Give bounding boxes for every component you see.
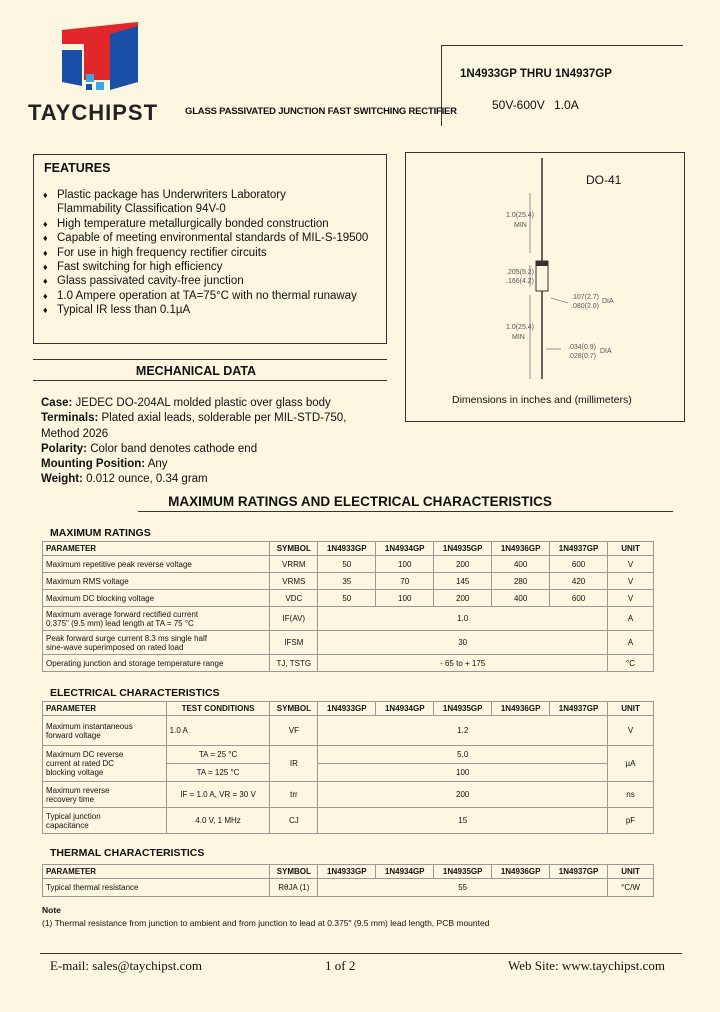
table-row	[43, 607, 654, 631]
table-cell: 145	[434, 573, 492, 590]
table-cell: 35	[318, 573, 376, 590]
cell-text-line: Peak forward surge current 8.3 ms single half	[46, 633, 207, 643]
col-header: 1N4934GP	[376, 542, 434, 556]
feature-item: ♦ Glass passivated cavity-free junction	[43, 274, 368, 288]
cell-text-line: Maximum reverse	[46, 785, 110, 795]
footer-website[interactable]: Web Site: www.taychipst.com	[508, 958, 665, 973]
table-cell: A	[608, 607, 654, 631]
dim-body-2: .166(4.2)	[506, 278, 535, 285]
table-cell: 4.0 V, 1 MHz	[166, 808, 270, 834]
table-cell: UNIT	[608, 865, 654, 879]
voltage-current-rating: 50V-600V 1.0A	[492, 98, 579, 112]
table-cell: Operating junction and storage temperature range	[43, 655, 270, 672]
table-cell	[43, 782, 167, 808]
table-cell: 100	[376, 556, 434, 573]
table-cell: TJ, TSTG	[270, 655, 318, 672]
part-range: 1N4933GP THRU 1N4937GP	[460, 68, 612, 80]
table-cell: 200	[318, 782, 608, 808]
table-cell: 420	[550, 573, 608, 590]
package-diagram-box	[405, 152, 685, 422]
feature-item: ♦ Capable of meeting environmental standards of MIL-S-19500	[43, 231, 368, 245]
mounting-label: Mounting Position:	[41, 458, 146, 471]
cell-text-line: recovery time	[46, 794, 95, 804]
table-cell: 1N4934GP	[376, 702, 434, 716]
table-row	[43, 879, 654, 897]
col-header: 1N4935GP	[434, 542, 492, 556]
table-cell: SYMBOL	[270, 702, 318, 716]
features-box	[33, 154, 387, 344]
dim-lead-bot: 1.0(25.4)	[506, 324, 535, 331]
footer-divider	[40, 953, 682, 954]
table-row	[43, 655, 654, 672]
table-cell: 200	[434, 556, 492, 573]
ratings-section-title: MAXIMUM RATINGS AND ELECTRICAL CHARACTERISTICS	[168, 494, 552, 509]
cell-text-line: forward voltage	[46, 730, 101, 740]
part-number-box	[441, 45, 683, 126]
dim-body-1: .205(5.2)	[506, 269, 535, 276]
brand-name: TAYCHIPST	[28, 100, 159, 125]
terminals-label: Terminals:	[41, 412, 99, 425]
divider	[33, 380, 387, 381]
thermal-title: THERMAL CHARACTERISTICS	[50, 847, 205, 859]
table-cell	[43, 746, 167, 782]
table-cell: 1N4936GP	[492, 865, 550, 879]
dim-lead-top: 1.0(25.4)	[506, 212, 535, 219]
table-cell: IFSM	[270, 631, 318, 655]
table-header-row	[43, 702, 654, 716]
table-row	[43, 631, 654, 655]
electrical-table	[42, 701, 654, 834]
dim-lead-top-min: MIN	[514, 222, 527, 229]
col-header: 1N4936GP	[492, 542, 550, 556]
table-cell: CJ	[270, 808, 318, 834]
table-cell: V	[608, 716, 654, 746]
footer-page-number: 1 of 2	[325, 958, 356, 973]
terminals-value-2: Method 2026	[41, 427, 109, 440]
polarity-label: Polarity:	[41, 442, 88, 455]
table-cell: UNIT	[608, 702, 654, 716]
weight-value: 0.012 ounce, 0.34 gram	[86, 473, 208, 486]
table-cell: SYMBOL	[270, 865, 318, 879]
table-cell: 55	[318, 879, 608, 897]
table-cell: 100	[376, 590, 434, 607]
table-cell: pF	[608, 808, 654, 834]
max-ratings-title: MAXIMUM RATINGS	[50, 527, 151, 539]
feature-item: Flammability Classification 94V-0	[57, 203, 226, 216]
table-cell: 400	[492, 556, 550, 573]
table-header-row	[43, 542, 654, 556]
table-cell: 200	[434, 590, 492, 607]
table-cell: IF = 1.0 A, VR = 30 V	[166, 782, 270, 808]
case-value: JEDEC DO-204AL molded plastic over glass body	[75, 397, 331, 409]
table-cell: - 65 to + 175	[318, 655, 608, 672]
product-subtitle: GLASS PASSIVATED JUNCTION FAST SWITCHING RECTIFIER	[185, 106, 457, 117]
cell-text-line: sine-wave superimposed on rated load	[46, 642, 184, 652]
table-cell: 1N4937GP	[550, 865, 608, 879]
table-cell: TA = 25 °C	[166, 746, 270, 764]
case-label: Case:	[41, 397, 73, 409]
table-cell: 1.0	[318, 607, 608, 631]
features-title: FEATURES	[44, 161, 111, 175]
divider	[33, 359, 387, 360]
dim-lead-dia-2: .028(0.7)	[568, 353, 597, 360]
table-cell: V	[608, 556, 654, 573]
table-cell: IR	[270, 746, 318, 782]
table-cell: TA = 125 °C	[166, 764, 270, 782]
col-header: 1N4933GP	[318, 542, 376, 556]
table-cell: 1N4934GP	[376, 865, 434, 879]
table-cell: 5.0	[318, 746, 608, 764]
feature-item: ♦ Typical IR less than 0.1µA	[43, 303, 368, 317]
table-cell: 100	[318, 764, 608, 782]
col-header: SYMBOL	[270, 542, 318, 556]
table-cell: PARAMETER	[43, 865, 270, 879]
table-cell: VF	[270, 716, 318, 746]
table-cell: V	[608, 573, 654, 590]
company-logo	[62, 22, 138, 94]
table-cell: 50	[318, 556, 376, 573]
cell-text-line: Maximum DC reverse	[46, 750, 124, 759]
table-cell: VRRM	[270, 556, 318, 573]
table-row	[43, 808, 654, 834]
cell-text-line: blocking voltage	[46, 768, 104, 777]
table-cell: IF(AV)	[270, 607, 318, 631]
table-cell: 600	[550, 590, 608, 607]
terminals-value: Plated axial leads, solderable per MIL-STD-750,	[101, 412, 347, 425]
feature-item: ♦ For use in high frequency rectifier circuits	[43, 246, 368, 260]
table-cell: Maximum DC blocking voltage	[43, 590, 270, 607]
table-cell: ns	[608, 782, 654, 808]
dim-dia-label: DIA	[602, 298, 614, 305]
weight-label: Weight:	[41, 473, 83, 486]
dim-lead-dia-label: DIA	[600, 348, 612, 355]
table-cell: °C	[608, 655, 654, 672]
feature-item: ♦ Fast switching for high efficiency	[43, 260, 368, 274]
feature-item: ♦ Plastic package has Underwriters Laboratory	[43, 188, 368, 202]
table-cell: RθJA (1)	[270, 879, 318, 897]
diagram-caption: Dimensions in inches and (millimeters)	[452, 394, 632, 406]
table-cell: 1.2	[318, 716, 608, 746]
table-cell: TEST CONDITIONS	[166, 702, 270, 716]
table-cell: 1.0 A	[166, 716, 270, 746]
cell-text-line: Maximum average forward rectified current	[46, 609, 199, 619]
max-ratings-table	[42, 541, 654, 672]
table-cell: A	[608, 631, 654, 655]
feature-item: ♦ High temperature metallurgically bonded construction	[43, 217, 368, 231]
col-header: UNIT	[608, 542, 654, 556]
table-row	[43, 746, 654, 764]
polarity-value: Color band denotes cathode end	[90, 442, 258, 455]
col-header: 1N4937GP	[550, 542, 608, 556]
cell-text-line: 0.375" (9.5 mm) lead length at TA = 75 °C	[46, 618, 194, 628]
package-name: DO-41	[586, 173, 622, 187]
table-cell: Maximum RMS voltage	[43, 573, 270, 590]
table-cell	[43, 631, 270, 655]
col-header: PARAMETER	[43, 542, 270, 556]
cell-text-line: capacitance	[46, 820, 89, 830]
mechanical-data	[41, 396, 346, 488]
table-cell: 15	[318, 808, 608, 834]
table-cell: 1N4936GP	[492, 702, 550, 716]
table-cell: 280	[492, 573, 550, 590]
dim-lead-dia-1: .034(0.9)	[568, 344, 597, 351]
table-cell: 50	[318, 590, 376, 607]
table-cell: µA	[608, 746, 654, 782]
electrical-title: ELECTRICAL CHARACTERISTICS	[50, 687, 220, 699]
cell-text-line: current at rated DC	[46, 759, 115, 768]
table-row	[43, 573, 654, 590]
package-outline-diagram	[406, 153, 684, 421]
mechanical-title: MECHANICAL DATA	[135, 364, 257, 378]
cell-text-line: Typical junction	[46, 811, 101, 821]
thermal-table	[42, 864, 654, 897]
dim-dia-1: .107(2.7)	[571, 294, 600, 301]
table-row	[43, 716, 654, 746]
table-cell: VRMS	[270, 573, 318, 590]
table-row	[43, 556, 654, 573]
table-cell: 30	[318, 631, 608, 655]
features-list	[43, 188, 368, 318]
table-cell: 600	[550, 556, 608, 573]
table-cell: 70	[376, 573, 434, 590]
note-title: Note	[42, 905, 61, 915]
table-row	[43, 782, 654, 808]
table-cell: Typical thermal resistance	[43, 879, 270, 897]
table-cell: 1N4933GP	[318, 702, 376, 716]
table-cell: Maximum repetitive peak reverse voltage	[43, 556, 270, 573]
dim-lead-bot-min: MIN	[512, 334, 525, 341]
table-cell	[43, 607, 270, 631]
table-cell: 1N4935GP	[434, 865, 492, 879]
dim-dia-2: .080(2.0)	[571, 303, 600, 310]
divider	[138, 511, 673, 512]
table-cell: 1N4935GP	[434, 702, 492, 716]
feature-item: ♦ 1.0 Ampere operation at TA=75°C with no thermal runaway	[43, 289, 368, 303]
mounting-value: Any	[147, 458, 168, 471]
table-cell: 400	[492, 590, 550, 607]
table-cell	[43, 808, 167, 834]
table-cell	[43, 716, 167, 746]
note-text: (1) Thermal resistance from junction to ambient and from junction to lead at 0.375" (9.5 mm) lead length, PCB mounted	[42, 918, 490, 928]
cell-text-line: Maximum instantaneous	[46, 721, 133, 731]
table-cell: trr	[270, 782, 318, 808]
table-cell: V	[608, 590, 654, 607]
table-header-row	[43, 865, 654, 879]
footer-email[interactable]: E-mail: sales@taychipst.com	[50, 958, 203, 973]
table-cell: VDC	[270, 590, 318, 607]
table-row	[43, 590, 654, 607]
table-cell: 1N4933GP	[318, 865, 376, 879]
table-cell: 1N4937GP	[550, 702, 608, 716]
table-cell: PARAMETER	[43, 702, 167, 716]
table-cell: °C/W	[608, 879, 654, 897]
